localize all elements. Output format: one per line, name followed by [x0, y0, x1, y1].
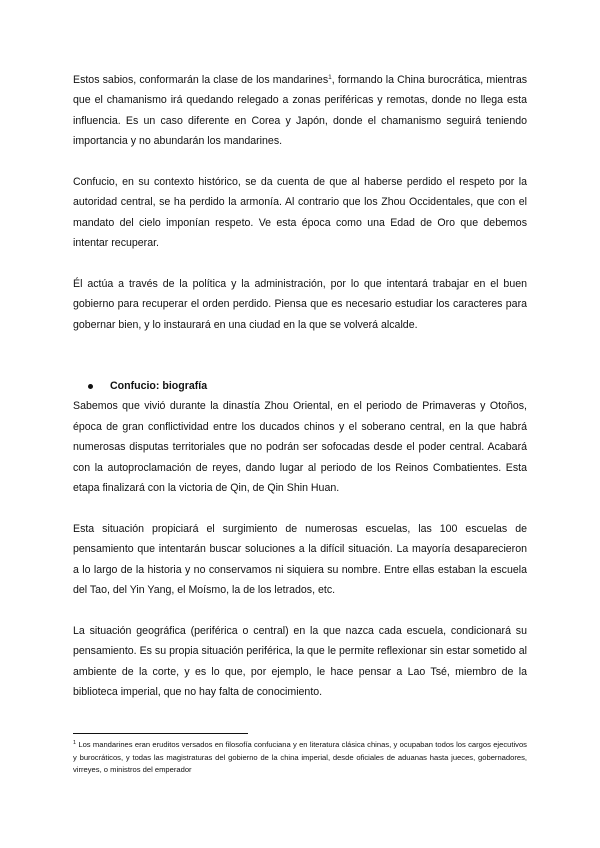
paragraph-situacion-geografica: La situación geográfica (periférica o central) en la que nazca cada escuela, condicionará su pensamiento. Es su propia situación periférica, la que le permite reflexionar sin estar sometido al ambiente de la corte, y es lo que, por ejemplo, le hace pensar a Lao Tsé, miembro de la biblioteca imperial, que no hay falta de conocimiento. [73, 624, 527, 699]
paragraph-text: Estos sabios, conformarán la clase de los mandarines [73, 74, 329, 86]
paragraph-text: , formando la China burocrática, mientras que el chamanismo irá quedando relegado a zonas periféricas y remotas, donde no llega esta influencia. Es un caso diferente en Corea y Japón, donde el chamanismo seguirá teniendo importancia y no abundarán los mandarines. [73, 74, 528, 148]
footnote-separator [73, 733, 248, 734]
paragraph-mandarines [73, 70, 527, 152]
footnote-text: Los mandarines eran eruditos versados en filosofía confuciana y en literatura clásica chinas, y ocupaban todos los cargos ejecutivos y burocráticos, y todas las magistraturas del gobierno de la china imperial, desde oficiales de aduanas hasta jueces, gobernadores, virreyes, o ministros del emperador [73, 740, 527, 775]
bullet-item [73, 376, 527, 396]
bullet-icon [88, 384, 93, 389]
paragraph-confucio-contexto: Confucio, en su contexto histórico, se da cuenta de que al haberse perdido el respeto por la autoridad central, se ha perdido la armonía. Al contrario que los Zhou Occidentales, que con el mandato del cielo imponían respeto. Ve esta época como una Edad de Oro que debemos intentar recuperar. [73, 176, 527, 250]
paragraph-politica: Él actúa a través de la política y la administración, por lo que intentará trabajar en el buen gobierno para recuperar el orden perdido. Piensa que es necesario estudiar los caracteres para gobernar bien, y lo instaurará en una ciudad en la que se volverá alcalde. [73, 278, 527, 331]
paragraph-biografia: Sabemos que vivió durante la dinastía Zhou Oriental, en el periodo de Primaveras y Otoños, época de gran conflictividad entre los ducados chinos y el soberano central, en la que habrá numerosas disputas territoriales que no podrán ser sofocadas desde el poder central. Acabará con la autoproclamación de reyes, dando lugar al periodo de los Reinos Combatientes. Esta etapa finalizará con la victoria de Qin, de Qin Shin Huan. [73, 400, 527, 495]
footnote-marker: 1 [73, 740, 77, 746]
section-heading: Confucio: biografía [110, 380, 208, 393]
footnote [73, 739, 527, 777]
paragraph-escuelas: Esta situación propiciará el surgimiento de numerosas escuelas, las 100 escuelas de pensamiento que intentarán buscar soluciones a la difícil situación. La mayoría desaparecieron a lo largo de la historia y no conservamos ni siquiera su nombre. Entre ellas estaban la escuela del Tao, del Yin Yang, el Moísmo, la de los letrados, etc. [73, 522, 527, 597]
footnote-reference[interactable]: 1 [328, 74, 332, 81]
